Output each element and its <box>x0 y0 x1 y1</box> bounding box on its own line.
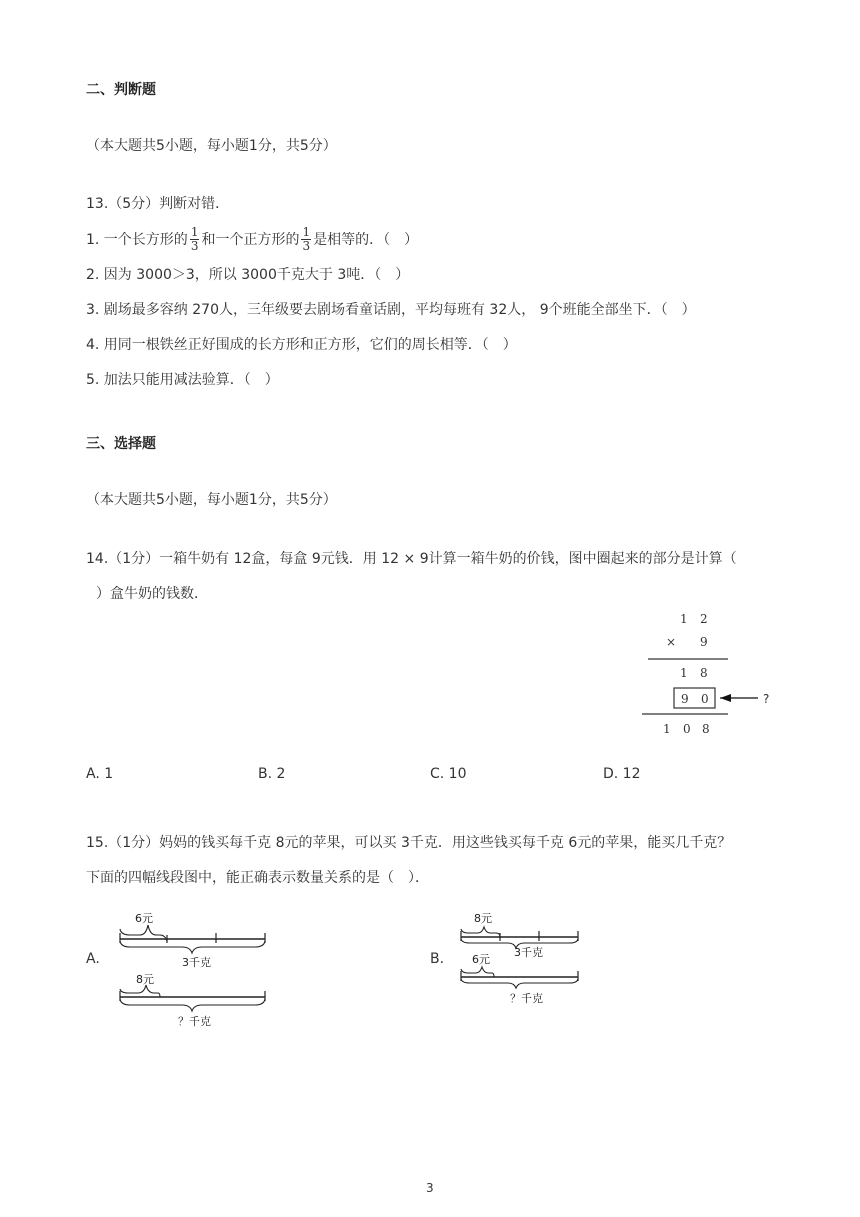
q13-item-1 <box>86 222 418 256</box>
total-label: 3千克 <box>514 946 543 959</box>
page-number: 3 <box>426 1181 434 1195</box>
q13-item-1-part-a: 1. 一个长方形的 <box>86 232 188 248</box>
q14-stem-line1: 14.（1分）一箱牛奶有 12盒，每盒 9元钱．用 12 × 9计算一箱牛奶的价钱，图中圈起来的部分是计算（ <box>86 551 737 567</box>
brace-bottom <box>120 941 265 953</box>
total-label: ？千克 <box>178 1015 211 1028</box>
fraction-one-third <box>301 226 311 253</box>
q13-item-4: 4. 用同一根铁丝正好围成的长方形和正方形，它们的周长相等．（ ） <box>86 337 517 353</box>
section3-title: 三、选择题 <box>86 436 156 452</box>
calc-digit: 1 <box>680 612 688 626</box>
calc-digit: 8 <box>700 666 708 680</box>
q13-item-1-part-c: 是相等的．（ ） <box>313 232 419 248</box>
q14-option-b[interactable]: B. 2 <box>258 766 286 782</box>
q14-multiplication-figure <box>630 600 790 750</box>
brace-bottom <box>461 979 578 988</box>
arrow-left-icon <box>720 694 731 702</box>
section2-note: （本大题共5小题，每小题1分，共5分） <box>86 138 337 154</box>
q14-stem-line2: ）盒牛奶的钱数． <box>96 586 208 602</box>
price-label: 6元 <box>472 953 490 966</box>
fraction-one-third <box>190 226 200 253</box>
section2-title: 二、判断题 <box>86 82 156 98</box>
brace-top <box>461 967 494 977</box>
q14-option-c[interactable]: C. 10 <box>430 766 467 782</box>
q13-stem: 13.（5分）判断对错． <box>86 196 230 212</box>
q15-stem-line1: 15.（1分）妈妈的钱买每千克 8元的苹果，可以买 3千克．用这些钱买每千克 6元的苹果，能买几千克？ <box>86 835 732 851</box>
q15-option-b-diagram <box>452 905 587 1010</box>
price-label: 8元 <box>474 912 492 925</box>
fraction-numerator: 1 <box>190 224 199 239</box>
calc-digit: 2 <box>700 612 708 626</box>
question-mark: ? <box>763 692 770 706</box>
brace-top <box>120 985 160 997</box>
calc-digit: 8 <box>702 722 710 736</box>
total-label: 3千克 <box>182 956 211 969</box>
q15-option-a-diagram <box>110 905 275 1030</box>
fraction-denominator: 3 <box>302 238 311 253</box>
calc-digit: 0 <box>683 722 691 736</box>
q13-item-5: 5. 加法只能用减法验算．（ ） <box>86 372 279 388</box>
calc-digit: 0 <box>701 692 709 706</box>
total-label: ？千克 <box>510 992 543 1005</box>
brace-bottom <box>120 999 265 1011</box>
calc-digit: 9 <box>681 692 689 706</box>
section3-note: （本大题共5小题，每小题1分，共5分） <box>86 492 337 508</box>
q14-option-a[interactable]: A. 1 <box>86 766 114 782</box>
brace-top <box>461 927 500 937</box>
q15-option-b-label[interactable]: B. <box>430 951 445 967</box>
calc-digit: 1 <box>663 722 671 736</box>
fraction-numerator: 1 <box>302 224 311 239</box>
calc-digit: 9 <box>700 635 708 649</box>
q15-option-a-label[interactable]: A. <box>86 951 100 967</box>
q13-item-1-part-b: 和一个正方形的 <box>201 232 300 248</box>
q15-stem-line2: 下面的四幅线段图中，能正确表示数量关系的是（ ）． <box>86 870 429 886</box>
calc-digit: 1 <box>680 666 688 680</box>
q14-option-d[interactable]: D. 12 <box>603 766 641 782</box>
fraction-denominator: 3 <box>190 238 199 253</box>
q13-item-2: 2. 因为 3000＞3，所以 3000千克大于 3吨．（ ） <box>86 267 410 283</box>
price-label: 8元 <box>136 973 154 986</box>
q13-item-3: 3. 剧场最多容纳 270人，三年级要去剧场看童话剧，平均每班有 32人， 9个班能全部坐下．（ ） <box>86 302 696 318</box>
price-label: 6元 <box>135 912 153 925</box>
times-sign: × <box>666 635 677 649</box>
